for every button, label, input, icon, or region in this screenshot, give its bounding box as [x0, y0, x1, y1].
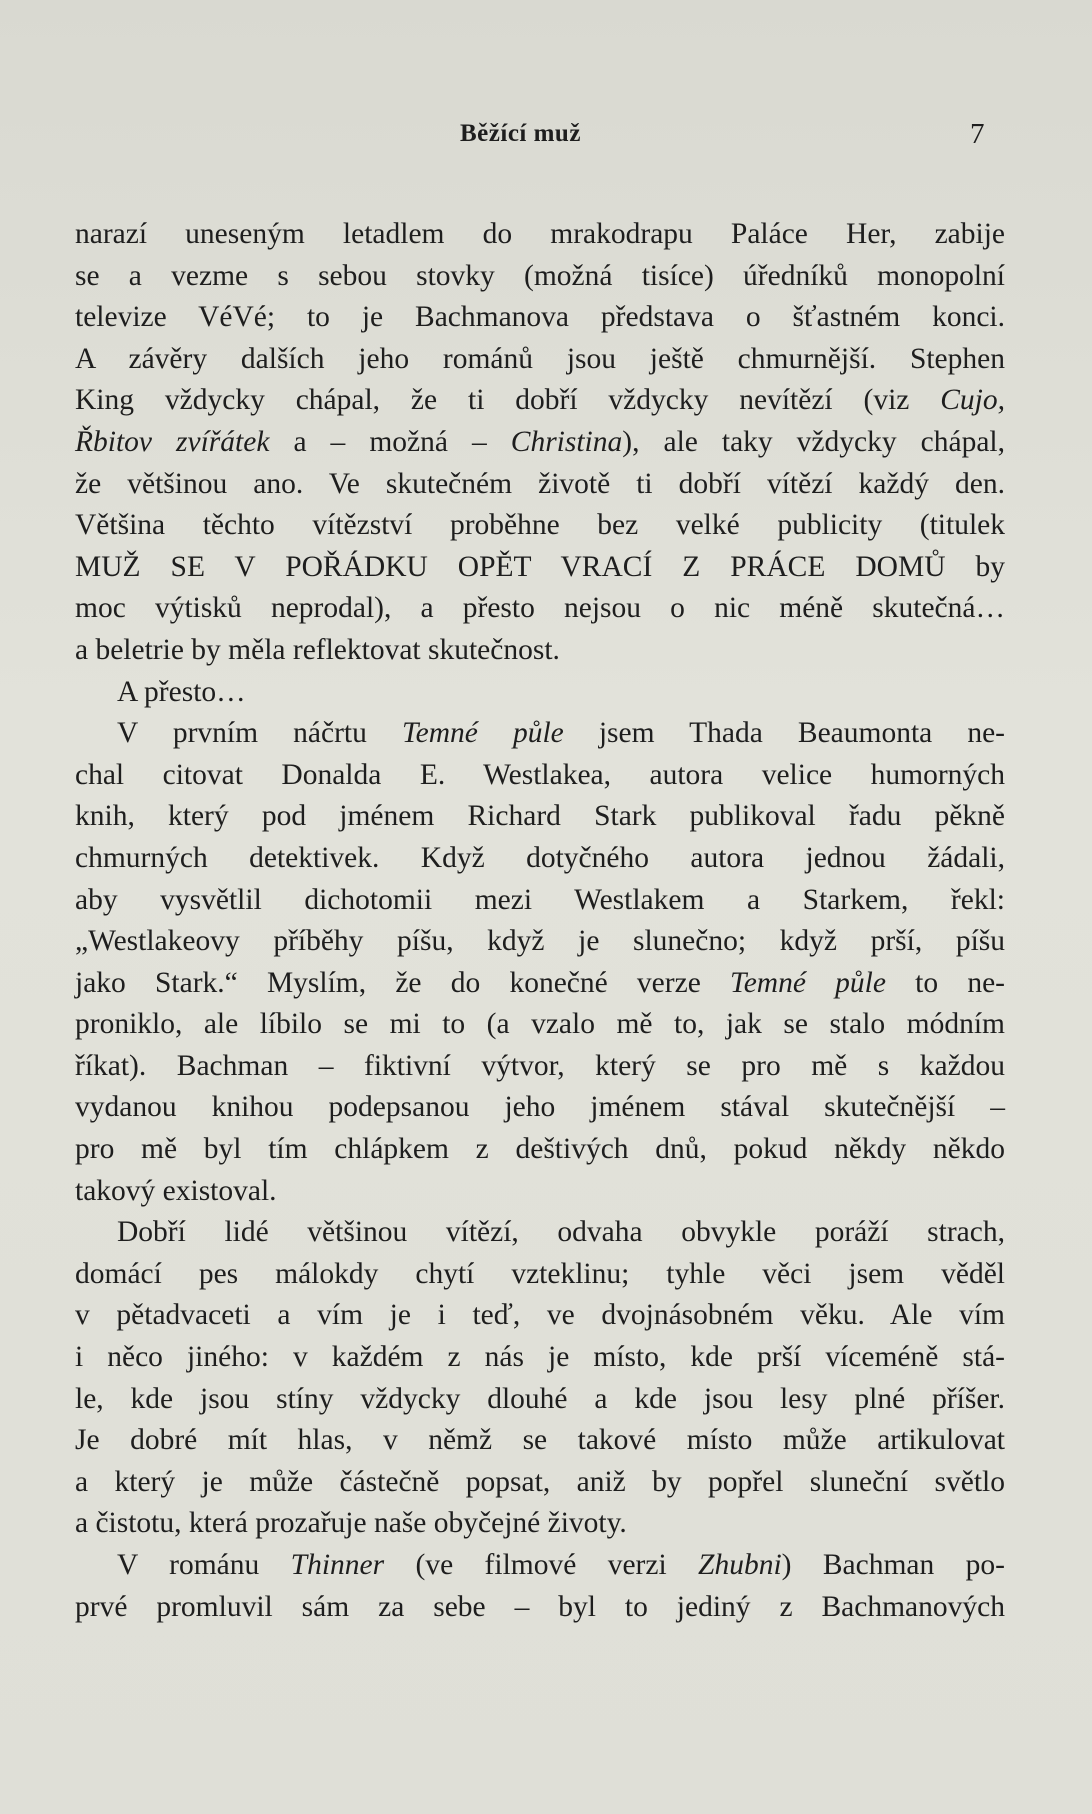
text-line: chal citovat Donalda E. Westlakea, autora velice humorných	[75, 758, 1005, 791]
text-line: aby vysvětlil dichotomii mezi Westlakem a Starkem, řekl:	[75, 883, 1005, 916]
text-line: King vždycky chápal, že ti dobří vždycky nevítězí (viz Cujo,	[75, 384, 1005, 417]
running-header	[0, 118, 1092, 158]
book-title: Zhubni	[698, 1549, 782, 1581]
paragraph-start-line: V románu Thinner (ve filmové verzi Zhubni) Bachman po-	[117, 1549, 1005, 1581]
text-line: A závěry dalších jeho románů jsou ještě chmurnější. Stephen	[75, 342, 1005, 375]
text-line: prvé promluvil sám za sebe – byl to jediný z Bachmanových	[75, 1590, 1005, 1623]
paragraph-start-line: Dobří lidé většinou vítězí, odvaha obvykle poráží strach,	[117, 1216, 1005, 1249]
text-line: narazí uneseným letadlem do mrakodrapu Paláce Her, zabije	[75, 218, 1005, 250]
text-line: a beletrie by měla reflektovat skutečnost.	[75, 633, 560, 666]
body-text	[75, 214, 1005, 1628]
text-line: se a vezme s sebou stovky (možná tisíce) úředníků monopolní	[75, 259, 1005, 292]
running-title: Běžící muž	[460, 120, 581, 147]
text-line: knih, který pod jménem Richard Stark publikoval řadu pěkně	[75, 800, 1005, 833]
text-line: takový existoval.	[75, 1174, 277, 1207]
text-line: že většinou ano. Ve skutečném životě ti dobří vítězí každý den.	[75, 467, 1005, 500]
text-line: domácí pes málokdy chytí vzteklinu; tyhle věci jsem věděl	[75, 1257, 1005, 1290]
text-line: televize VéVé; to je Bachmanova představa o šťastném konci.	[75, 301, 1005, 334]
book-title: Thinner	[290, 1549, 385, 1581]
book-title: Temné půle	[401, 717, 564, 750]
text-line: Řbitov zvířátek a – možná – Christina), ale taky vždycky chápal,	[75, 425, 1005, 458]
paragraph-start-line: A přesto…	[117, 675, 246, 708]
text-line: moc výtisků neprodal), a přesto nejsou o nic méně skutečná…	[75, 592, 1005, 625]
text-line: Je dobré mít hlas, v němž se takové místo může artikulovat	[75, 1424, 1005, 1457]
text-line: pro mě byl tím chlápkem z deštivých dnů, pokud někdy někdo	[75, 1133, 1005, 1166]
text-line: proniklo, ale líbilo se mi to (a vzalo mě to, jak se stalo módním	[75, 1008, 1005, 1041]
text-line: MUŽ SE V POŘÁDKU OPĚT VRACÍ Z PRÁCE DOMŮ by	[75, 550, 1005, 583]
text-line: i něco jiného: v každém z nás je místo, kde prší víceméně stá-	[75, 1341, 1005, 1374]
text-line: vydanou knihou podepsanou jeho jménem stával skutečnější –	[75, 1091, 1005, 1124]
book-title: Temné půle	[730, 966, 886, 999]
text-line: jako Stark.“ Myslím, že do konečné verze Temné půle to ne-	[75, 966, 1005, 999]
text-line: a čistotu, která prozařuje naše obyčejné životy.	[75, 1507, 627, 1540]
text-line: v pětadvaceti a vím je i teď, ve dvojnásobném věku. Ale vím	[75, 1299, 1005, 1332]
text-line: říkat). Bachman – fiktivní výtvor, který se pro mě s každou	[75, 1049, 1005, 1082]
book-title: Řbitov zvířátek	[75, 425, 270, 458]
page-number: 7	[970, 118, 985, 150]
text-line: „Westlakeovy příběhy píšu, když je slunečno; když prší, píšu	[75, 925, 1005, 958]
text-line: chmurných detektivek. Když dotyčného autora jednou žádali,	[75, 841, 1005, 874]
book-title: Cujo,	[940, 384, 1005, 417]
text-line: a který je může částečně popsat, aniž by popřel sluneční světlo	[75, 1465, 1005, 1498]
text-line: Většina těchto vítězství proběhne bez velké publicity (titulek	[75, 509, 1005, 542]
text-line: le, kde jsou stíny vždycky dlouhé a kde jsou lesy plné příšer.	[75, 1382, 1005, 1415]
book-title: Christina	[510, 425, 623, 458]
paragraph-start-line: V prvním náčrtu Temné půle jsem Thada Beaumonta ne-	[117, 717, 1005, 750]
